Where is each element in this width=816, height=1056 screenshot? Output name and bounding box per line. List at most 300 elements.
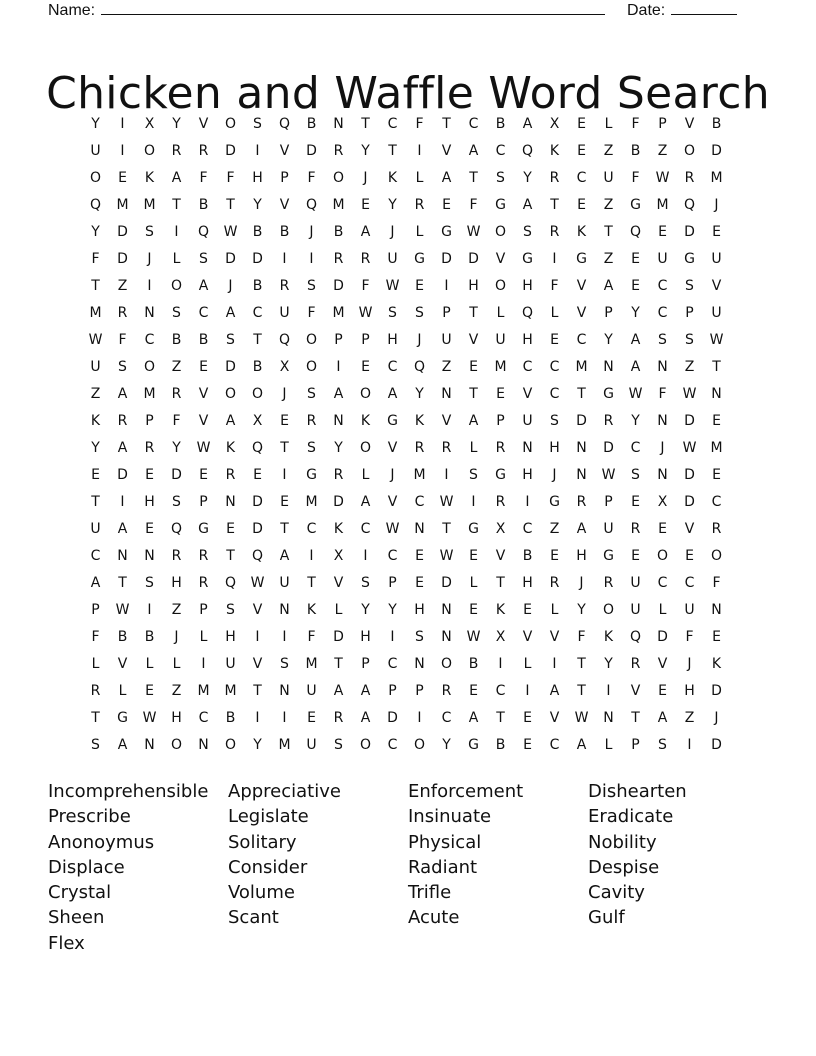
grid-cell[interactable]: R <box>549 224 560 240</box>
grid-cell[interactable]: V <box>684 521 695 537</box>
grid-cell[interactable]: D <box>252 521 263 537</box>
grid-cell[interactable]: R <box>495 494 506 510</box>
grid-cell[interactable]: L <box>658 602 667 618</box>
grid-cell[interactable]: D <box>252 251 263 267</box>
grid-cell[interactable]: P <box>442 305 451 321</box>
grid-cell[interactable]: W <box>196 440 211 456</box>
grid-cell[interactable]: B <box>711 116 722 132</box>
grid-cell[interactable]: E <box>415 575 424 591</box>
grid-cell[interactable]: H <box>522 467 533 483</box>
grid-cell[interactable]: U <box>90 359 101 375</box>
name-blank[interactable] <box>101 0 605 15</box>
grid-cell[interactable]: S <box>685 332 694 348</box>
grid-cell[interactable]: V <box>684 116 695 132</box>
grid-cell[interactable]: N <box>144 548 155 564</box>
grid-cell[interactable]: K <box>387 170 398 186</box>
grid-cell[interactable]: P <box>685 305 694 321</box>
grid-cell[interactable]: E <box>280 494 289 510</box>
grid-cell[interactable]: F <box>631 116 640 132</box>
grid-cell[interactable]: E <box>145 521 154 537</box>
grid-cell[interactable]: S <box>658 332 667 348</box>
grid-cell[interactable]: V <box>576 278 587 294</box>
grid-cell[interactable]: S <box>307 278 316 294</box>
grid-cell[interactable]: A <box>522 197 533 213</box>
grid-cell[interactable]: Y <box>253 737 262 753</box>
grid-cell[interactable]: O <box>89 170 102 186</box>
grid-cell[interactable]: W <box>250 575 265 591</box>
grid-cell[interactable]: H <box>468 278 479 294</box>
grid-cell[interactable]: L <box>496 305 505 321</box>
grid-cell[interactable]: B <box>252 359 263 375</box>
grid-cell[interactable]: S <box>685 278 694 294</box>
grid-cell[interactable]: G <box>441 224 452 240</box>
grid-cell[interactable]: C <box>495 683 506 699</box>
grid-cell[interactable]: R <box>198 575 209 591</box>
grid-cell[interactable]: I <box>552 251 557 267</box>
grid-cell[interactable]: I <box>282 710 287 726</box>
grid-cell[interactable]: V <box>468 332 479 348</box>
grid-cell[interactable]: V <box>279 197 290 213</box>
grid-cell[interactable]: C <box>387 548 398 564</box>
grid-cell[interactable]: T <box>280 440 289 456</box>
grid-cell[interactable]: W <box>385 521 400 537</box>
grid-cell[interactable]: D <box>225 359 236 375</box>
grid-cell[interactable]: J <box>282 386 287 402</box>
grid-cell[interactable]: Y <box>442 737 451 753</box>
grid-cell[interactable]: G <box>468 521 479 537</box>
grid-cell[interactable]: F <box>172 413 181 429</box>
grid-cell[interactable]: I <box>120 494 125 510</box>
grid-cell[interactable]: W <box>574 710 589 726</box>
grid-cell[interactable]: M <box>413 467 426 483</box>
grid-cell[interactable]: L <box>469 575 478 591</box>
grid-cell[interactable]: R <box>549 575 560 591</box>
grid-cell[interactable]: S <box>415 629 424 645</box>
grid-cell[interactable]: K <box>225 440 236 456</box>
grid-cell[interactable]: D <box>225 251 236 267</box>
grid-cell[interactable]: C <box>711 494 722 510</box>
grid-cell[interactable]: L <box>172 251 181 267</box>
grid-cell[interactable]: C <box>144 332 155 348</box>
grid-cell[interactable]: V <box>522 629 533 645</box>
grid-cell[interactable]: Y <box>91 440 100 456</box>
grid-cell[interactable]: A <box>630 332 641 348</box>
grid-cell[interactable]: Z <box>117 278 128 294</box>
grid-cell[interactable]: F <box>658 386 667 402</box>
grid-cell[interactable]: E <box>199 359 208 375</box>
grid-cell[interactable]: G <box>522 251 533 267</box>
grid-cell[interactable]: A <box>225 305 236 321</box>
grid-cell[interactable]: A <box>117 440 128 456</box>
grid-cell[interactable]: R <box>414 440 425 456</box>
grid-cell[interactable]: I <box>417 710 422 726</box>
grid-cell[interactable]: Y <box>172 116 181 132</box>
grid-cell[interactable]: U <box>279 575 290 591</box>
grid-cell[interactable]: K <box>144 170 155 186</box>
grid-cell[interactable]: M <box>332 305 345 321</box>
grid-cell[interactable]: I <box>336 359 341 375</box>
grid-cell[interactable]: A <box>90 575 101 591</box>
grid-cell[interactable]: R <box>117 413 128 429</box>
grid-cell[interactable]: R <box>117 305 128 321</box>
grid-cell[interactable]: C <box>468 116 479 132</box>
grid-cell[interactable]: P <box>658 116 667 132</box>
grid-cell[interactable]: E <box>118 170 127 186</box>
grid-cell[interactable]: N <box>117 548 128 564</box>
grid-cell[interactable]: O <box>413 737 426 753</box>
grid-cell[interactable]: D <box>711 683 722 699</box>
date-field[interactable] <box>627 0 737 20</box>
grid-cell[interactable]: Y <box>253 197 262 213</box>
grid-cell[interactable]: C <box>549 386 560 402</box>
grid-cell[interactable]: P <box>199 602 208 618</box>
grid-cell[interactable]: L <box>604 116 613 132</box>
grid-cell[interactable]: H <box>522 575 533 591</box>
grid-cell[interactable]: E <box>712 224 721 240</box>
grid-cell[interactable]: R <box>279 278 290 294</box>
grid-cell[interactable]: E <box>631 548 640 564</box>
grid-cell[interactable]: J <box>579 575 584 591</box>
grid-cell[interactable]: L <box>361 467 370 483</box>
grid-cell[interactable]: Z <box>603 251 614 267</box>
grid-cell[interactable]: I <box>390 629 395 645</box>
grid-cell[interactable]: F <box>91 251 100 267</box>
grid-cell[interactable]: W <box>682 386 697 402</box>
grid-cell[interactable]: P <box>280 170 289 186</box>
grid-cell[interactable]: E <box>415 278 424 294</box>
grid-cell[interactable]: A <box>279 548 290 564</box>
grid-cell[interactable]: T <box>388 143 397 159</box>
grid-cell[interactable]: F <box>550 278 559 294</box>
grid-cell[interactable]: A <box>333 683 344 699</box>
grid-cell[interactable]: E <box>307 710 316 726</box>
grid-cell[interactable]: E <box>577 143 586 159</box>
grid-cell[interactable]: T <box>334 656 343 672</box>
grid-cell[interactable]: G <box>198 521 209 537</box>
grid-cell[interactable]: P <box>415 683 424 699</box>
grid-cell[interactable]: C <box>387 737 398 753</box>
grid-cell[interactable]: I <box>309 548 314 564</box>
grid-cell[interactable]: D <box>711 143 722 159</box>
grid-cell[interactable]: R <box>198 548 209 564</box>
grid-cell[interactable]: T <box>280 521 289 537</box>
grid-cell[interactable]: A <box>117 737 128 753</box>
grid-cell[interactable]: P <box>334 332 343 348</box>
grid-cell[interactable]: Y <box>523 170 532 186</box>
grid-cell[interactable]: N <box>576 440 587 456</box>
grid-cell[interactable]: F <box>469 197 478 213</box>
grid-cell[interactable]: D <box>333 278 344 294</box>
grid-cell[interactable]: S <box>388 305 397 321</box>
grid-cell[interactable]: C <box>198 710 209 726</box>
grid-cell[interactable]: E <box>226 521 235 537</box>
grid-cell[interactable]: R <box>333 143 344 159</box>
grid-cell[interactable]: P <box>604 494 613 510</box>
grid-cell[interactable]: I <box>471 494 476 510</box>
grid-cell[interactable]: W <box>385 278 400 294</box>
grid-cell[interactable]: S <box>199 251 208 267</box>
grid-cell[interactable]: D <box>684 413 695 429</box>
grid-cell[interactable]: Y <box>361 602 370 618</box>
grid-cell[interactable]: N <box>441 602 452 618</box>
grid-cell[interactable]: B <box>279 224 290 240</box>
grid-cell[interactable]: E <box>415 548 424 564</box>
grid-cell[interactable]: B <box>630 143 641 159</box>
grid-cell[interactable]: Z <box>657 143 668 159</box>
grid-cell[interactable]: Y <box>361 143 370 159</box>
grid-cell[interactable]: V <box>252 602 263 618</box>
grid-cell[interactable]: L <box>415 170 424 186</box>
grid-cell[interactable]: E <box>91 467 100 483</box>
grid-cell[interactable]: L <box>334 602 343 618</box>
grid-cell[interactable]: Y <box>172 440 181 456</box>
grid-cell[interactable]: Y <box>604 656 613 672</box>
grid-cell[interactable]: P <box>388 575 397 591</box>
grid-cell[interactable]: B <box>333 224 344 240</box>
grid-cell[interactable]: T <box>469 170 478 186</box>
grid-cell[interactable]: A <box>441 170 452 186</box>
grid-cell[interactable]: E <box>712 413 721 429</box>
grid-cell[interactable]: U <box>387 251 398 267</box>
grid-cell[interactable]: N <box>522 440 533 456</box>
grid-cell[interactable]: O <box>710 548 723 564</box>
grid-cell[interactable]: E <box>469 683 478 699</box>
grid-cell[interactable]: Z <box>549 521 560 537</box>
grid-cell[interactable]: K <box>711 656 722 672</box>
grid-cell[interactable]: V <box>630 683 641 699</box>
grid-cell[interactable]: W <box>223 224 238 240</box>
grid-cell[interactable]: D <box>333 494 344 510</box>
grid-cell[interactable]: O <box>143 359 156 375</box>
grid-cell[interactable]: D <box>576 413 587 429</box>
grid-cell[interactable]: E <box>280 413 289 429</box>
grid-cell[interactable]: S <box>496 170 505 186</box>
grid-cell[interactable]: I <box>120 143 125 159</box>
grid-cell[interactable]: M <box>656 197 669 213</box>
grid-cell[interactable]: F <box>415 116 424 132</box>
grid-cell[interactable]: D <box>441 575 452 591</box>
grid-cell[interactable]: M <box>710 440 723 456</box>
grid-cell[interactable]: H <box>252 170 263 186</box>
grid-cell[interactable]: U <box>279 305 290 321</box>
grid-cell[interactable]: Y <box>91 116 100 132</box>
grid-cell[interactable]: C <box>576 170 587 186</box>
grid-cell[interactable]: A <box>198 278 209 294</box>
grid-cell[interactable]: H <box>576 548 587 564</box>
grid-cell[interactable]: G <box>468 737 479 753</box>
grid-cell[interactable]: S <box>361 575 370 591</box>
grid-cell[interactable]: D <box>117 224 128 240</box>
grid-cell[interactable]: E <box>712 467 721 483</box>
grid-cell[interactable]: O <box>305 332 318 348</box>
grid-cell[interactable]: M <box>197 683 210 699</box>
grid-cell[interactable]: T <box>91 494 100 510</box>
grid-cell[interactable]: J <box>714 197 719 213</box>
grid-cell[interactable]: E <box>631 494 640 510</box>
grid-cell[interactable]: A <box>387 386 398 402</box>
grid-cell[interactable]: N <box>225 494 236 510</box>
grid-cell[interactable]: S <box>469 467 478 483</box>
grid-cell[interactable]: L <box>550 602 559 618</box>
grid-cell[interactable]: H <box>684 683 695 699</box>
grid-cell[interactable]: J <box>714 710 719 726</box>
grid-cell[interactable]: E <box>658 224 667 240</box>
grid-cell[interactable]: X <box>279 359 290 375</box>
grid-cell[interactable]: M <box>305 656 318 672</box>
grid-cell[interactable]: M <box>710 170 723 186</box>
grid-cell[interactable]: X <box>495 629 506 645</box>
grid-cell[interactable]: V <box>279 143 290 159</box>
grid-cell[interactable]: Q <box>629 629 642 645</box>
grid-cell[interactable]: S <box>307 386 316 402</box>
grid-cell[interactable]: J <box>390 467 395 483</box>
grid-cell[interactable]: J <box>687 656 692 672</box>
grid-cell[interactable]: G <box>630 197 641 213</box>
grid-cell[interactable]: H <box>522 278 533 294</box>
grid-cell[interactable]: N <box>657 413 668 429</box>
grid-cell[interactable]: F <box>118 332 127 348</box>
grid-cell[interactable]: N <box>198 737 209 753</box>
grid-cell[interactable]: O <box>143 143 156 159</box>
grid-cell[interactable]: E <box>361 359 370 375</box>
grid-cell[interactable]: Y <box>388 602 397 618</box>
grid-cell[interactable]: V <box>657 656 668 672</box>
grid-cell[interactable]: L <box>199 629 208 645</box>
grid-cell[interactable]: O <box>602 602 615 618</box>
grid-cell[interactable]: C <box>360 521 371 537</box>
grid-cell[interactable]: P <box>361 656 370 672</box>
grid-cell[interactable]: T <box>712 359 721 375</box>
grid-cell[interactable]: W <box>655 170 670 186</box>
grid-cell[interactable]: B <box>198 197 209 213</box>
grid-cell[interactable]: M <box>143 197 156 213</box>
grid-cell[interactable]: J <box>660 440 665 456</box>
grid-cell[interactable]: U <box>306 683 317 699</box>
grid-cell[interactable]: H <box>171 710 182 726</box>
grid-cell[interactable]: F <box>307 305 316 321</box>
grid-cell[interactable]: T <box>496 710 505 726</box>
grid-cell[interactable]: A <box>522 116 533 132</box>
grid-cell[interactable]: W <box>115 602 130 618</box>
grid-cell[interactable]: Q <box>305 197 318 213</box>
grid-cell[interactable]: Q <box>278 332 291 348</box>
grid-cell[interactable]: R <box>441 683 452 699</box>
grid-cell[interactable]: D <box>225 143 236 159</box>
grid-cell[interactable]: C <box>657 575 668 591</box>
grid-cell[interactable]: T <box>118 575 127 591</box>
grid-cell[interactable]: A <box>630 359 641 375</box>
grid-cell[interactable]: I <box>606 683 611 699</box>
grid-cell[interactable]: B <box>306 116 317 132</box>
grid-cell[interactable]: B <box>225 710 236 726</box>
grid-cell[interactable]: I <box>525 494 530 510</box>
grid-cell[interactable]: D <box>711 737 722 753</box>
grid-cell[interactable]: G <box>684 251 695 267</box>
grid-cell[interactable]: R <box>414 197 425 213</box>
grid-cell[interactable]: B <box>171 332 182 348</box>
grid-cell[interactable]: W <box>142 710 157 726</box>
grid-cell[interactable]: E <box>658 683 667 699</box>
grid-cell[interactable]: R <box>441 440 452 456</box>
grid-cell[interactable]: U <box>495 332 506 348</box>
grid-cell[interactable]: V <box>711 278 722 294</box>
grid-cell[interactable]: S <box>91 737 100 753</box>
grid-cell[interactable]: Q <box>413 359 426 375</box>
grid-cell[interactable]: R <box>171 548 182 564</box>
grid-cell[interactable]: E <box>469 359 478 375</box>
grid-cell[interactable]: J <box>552 467 557 483</box>
grid-cell[interactable]: V <box>252 656 263 672</box>
grid-cell[interactable]: X <box>495 521 506 537</box>
grid-cell[interactable]: I <box>147 602 152 618</box>
grid-cell[interactable]: W <box>439 548 454 564</box>
grid-cell[interactable]: S <box>145 575 154 591</box>
grid-cell[interactable]: Y <box>388 197 397 213</box>
grid-cell[interactable]: S <box>253 116 262 132</box>
grid-cell[interactable]: E <box>469 602 478 618</box>
grid-cell[interactable]: C <box>630 440 641 456</box>
grid-cell[interactable]: I <box>255 143 260 159</box>
grid-cell[interactable]: F <box>361 278 370 294</box>
grid-cell[interactable]: D <box>684 494 695 510</box>
grid-cell[interactable]: A <box>171 170 182 186</box>
grid-cell[interactable]: R <box>306 413 317 429</box>
grid-cell[interactable]: R <box>495 440 506 456</box>
grid-cell[interactable]: C <box>549 737 560 753</box>
grid-cell[interactable]: O <box>359 737 372 753</box>
grid-cell[interactable]: Z <box>684 359 695 375</box>
grid-cell[interactable]: D <box>333 629 344 645</box>
grid-cell[interactable]: V <box>576 305 587 321</box>
grid-cell[interactable]: L <box>604 737 613 753</box>
grid-cell[interactable]: E <box>523 710 532 726</box>
grid-cell[interactable]: K <box>333 521 344 537</box>
grid-cell[interactable]: T <box>469 386 478 402</box>
grid-cell[interactable]: S <box>550 413 559 429</box>
grid-cell[interactable]: L <box>523 656 532 672</box>
grid-cell[interactable]: S <box>172 305 181 321</box>
grid-cell[interactable]: I <box>255 629 260 645</box>
grid-cell[interactable]: J <box>174 629 179 645</box>
grid-cell[interactable]: Y <box>334 440 343 456</box>
grid-cell[interactable]: J <box>363 170 368 186</box>
grid-cell[interactable]: W <box>601 467 616 483</box>
grid-cell[interactable]: I <box>282 251 287 267</box>
grid-cell[interactable]: C <box>387 359 398 375</box>
grid-cell[interactable]: C <box>495 143 506 159</box>
grid-cell[interactable]: D <box>306 143 317 159</box>
grid-cell[interactable]: P <box>199 494 208 510</box>
grid-cell[interactable]: E <box>253 467 262 483</box>
grid-cell[interactable]: S <box>172 494 181 510</box>
grid-cell[interactable]: N <box>711 602 722 618</box>
grid-cell[interactable]: Q <box>224 575 237 591</box>
grid-cell[interactable]: B <box>252 224 263 240</box>
grid-cell[interactable]: J <box>228 278 233 294</box>
grid-cell[interactable]: F <box>199 170 208 186</box>
grid-cell[interactable]: A <box>360 710 371 726</box>
grid-cell[interactable]: E <box>712 629 721 645</box>
grid-cell[interactable]: J <box>147 251 152 267</box>
grid-cell[interactable]: L <box>415 224 424 240</box>
grid-cell[interactable]: V <box>387 494 398 510</box>
grid-cell[interactable]: W <box>466 629 481 645</box>
grid-cell[interactable]: R <box>630 656 641 672</box>
grid-cell[interactable]: N <box>711 386 722 402</box>
grid-cell[interactable]: K <box>603 629 614 645</box>
grid-cell[interactable]: N <box>657 359 668 375</box>
grid-cell[interactable]: S <box>334 737 343 753</box>
